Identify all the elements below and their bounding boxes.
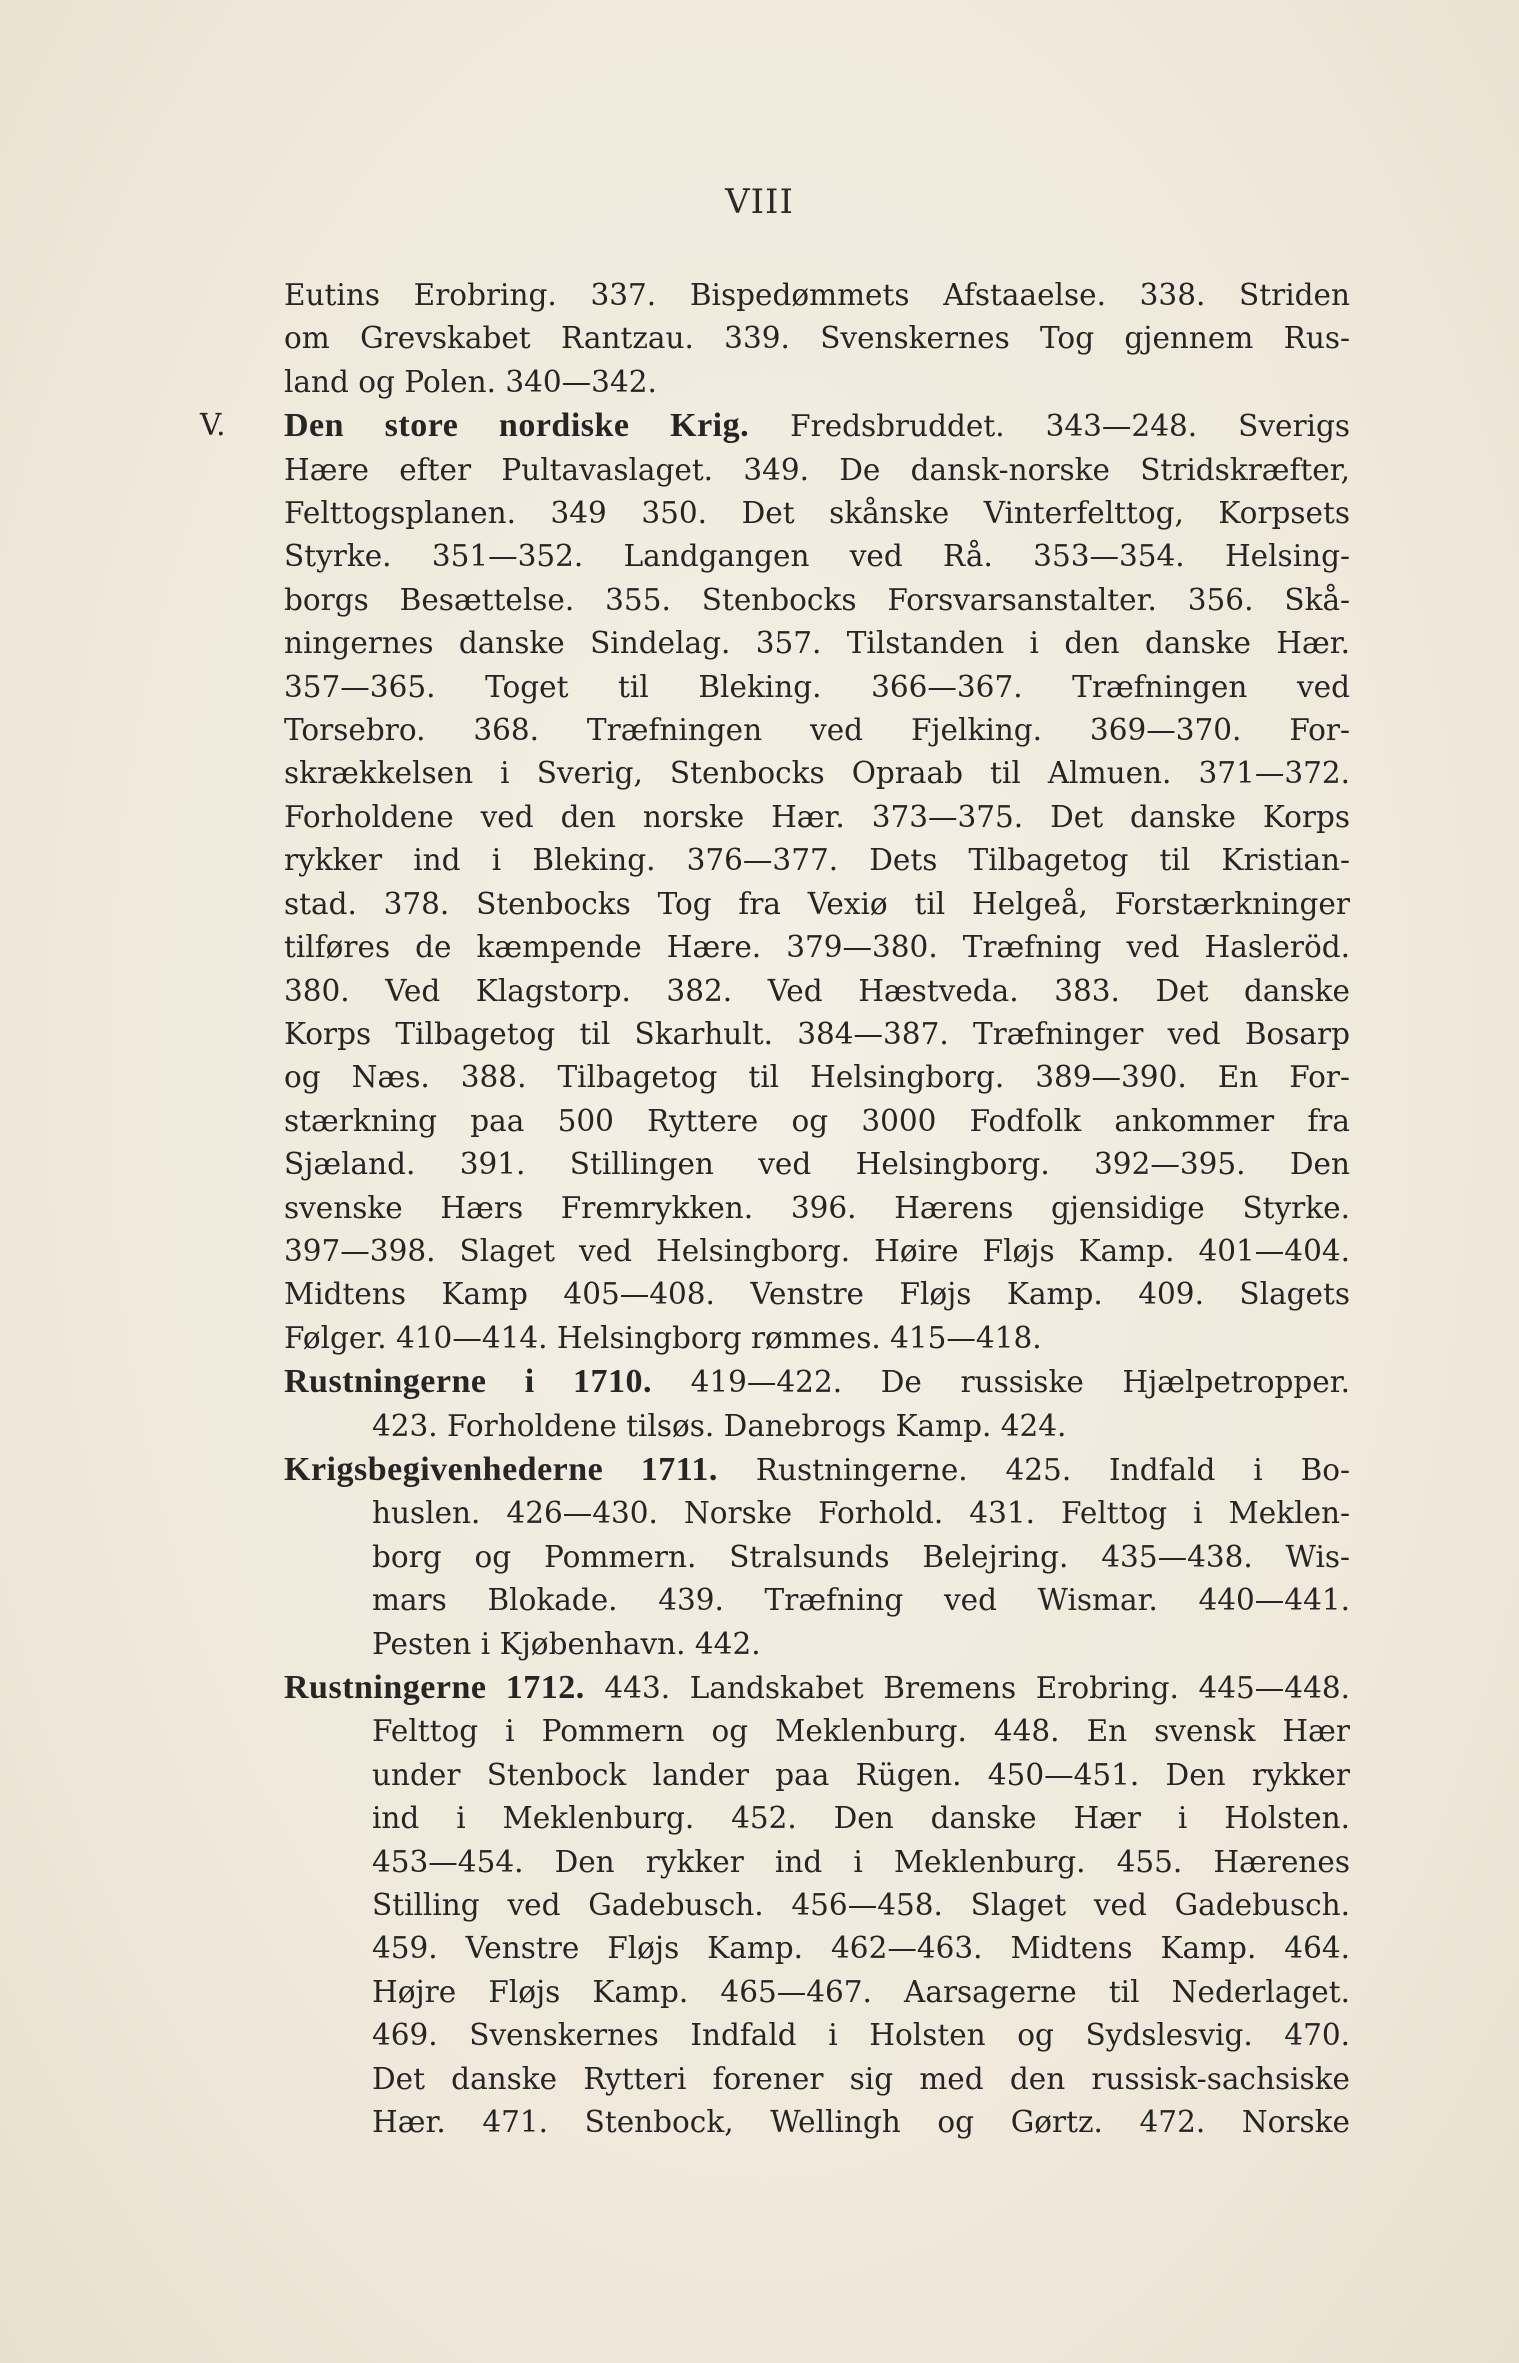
heading-continuation: Rustningerne. 425. Indfald i Bo- <box>717 1452 1350 1487</box>
text-line: mars Blokade. 439. Træfning ved Wismar. 440—441. <box>372 1583 1350 1618</box>
subsection-krigsbegivenhederne-1711 <box>284 1448 1350 1666</box>
text-line <box>284 1360 1350 1404</box>
text-line: land og Polen. 340—342. <box>284 364 657 399</box>
heading-continuation: Fredsbruddet. 343—248. Sverigs <box>749 409 1351 444</box>
subsection-rustningerne-1710 <box>284 1360 1350 1448</box>
text-line: Stilling ved Gadebusch. 456—458. Slaget ved Gadebusch. <box>372 1888 1350 1923</box>
text-line: Midtens Kamp 405—408. Venstre Fløjs Kamp. 409. Slagets <box>284 1277 1350 1312</box>
paragraph-intro <box>284 274 1350 404</box>
text-line <box>284 1448 1350 1492</box>
subsection-heading: Rustningerne i 1710. <box>284 1363 652 1401</box>
section-v <box>200 404 1351 1360</box>
text-line: borgs Besættelse. 355. Stenbocks Forsvarsanstalter. 356. Skå- <box>284 582 1350 617</box>
text-line: 423. Forholdene tilsøs. Danebrogs Kamp. 424. <box>372 1408 1067 1443</box>
text-line: 357—365. Toget til Bleking. 366—367. Træfningen ved <box>284 669 1350 704</box>
text-line: Korps Tilbagetog til Skarhult. 384—387. Træfninger ved Bosarp <box>284 1016 1350 1051</box>
text-line: Styrke. 351—352. Landgangen ved Rå. 353—354. Helsing- <box>284 539 1350 574</box>
text-line: om Grevskabet Rantzau. 339. Svenskernes Tog gjennem Rus- <box>284 321 1350 356</box>
text-line: Følger. 410—414. Helsingborg rømmes. 415—418. <box>284 1320 1042 1355</box>
page-number: VIII <box>725 182 794 222</box>
subsection-heading: Rustningerne 1712. <box>284 1669 585 1706</box>
text-line: huslen. 426—430. Norske Forhold. 431. Felttog i Meklen- <box>372 1496 1350 1531</box>
text-line: under Stenbock lander paa Rügen. 450—451. Den rykker <box>372 1757 1350 1792</box>
text-line: og Næs. 388. Tilbagetog til Helsingborg. 389—390. En For- <box>284 1060 1350 1095</box>
text-line: 453—454. Den rykker ind i Meklenburg. 455. Hærenes <box>372 1844 1350 1879</box>
text-line: 397—398. Slaget ved Helsingborg. Høire Fløjs Kamp. 401—404. <box>284 1233 1350 1268</box>
text-line: ningernes danske Sindelag. 357. Tilstanden i den danske Hær. <box>284 626 1350 661</box>
subsection-rustningerne-1712 <box>284 1666 1350 2144</box>
section-roman-numeral: V. <box>200 408 226 443</box>
text-line: Højre Fløjs Kamp. 465—467. Aarsagerne til Nederlaget. <box>372 1974 1350 2009</box>
text-line: ind i Meklenburg. 452. Den danske Hær i Holsten. <box>372 1801 1350 1836</box>
table-of-contents-text <box>200 274 1351 2144</box>
text-line: 380. Ved Klagstorp. 382. Ved Hæstveda. 383. Det danske <box>284 973 1350 1008</box>
text-line: rykker ind i Bleking. 376—377. Dets Tilbagetog til Kristian- <box>284 843 1350 878</box>
text-line: skrækkelsen i Sverig, Stenbocks Opraab til Almuen. 371—372. <box>284 756 1350 791</box>
text-line: Hær. 471. Stenbock, Wellingh og Gørtz. 472. Norske <box>372 2105 1350 2140</box>
text-line: 469. Svenskernes Indfald i Holsten og Sydslesvig. 470. <box>372 2018 1350 2053</box>
section-heading: Den store nordiske Krig. <box>284 407 750 445</box>
text-line <box>284 404 1350 448</box>
text-line: stad. 378. Stenbocks Tog fra Vexiø til Helgeå, Forstærkninger <box>284 886 1350 921</box>
text-line: Felttog i Pommern og Meklenburg. 448. En svensk Hær <box>372 1714 1350 1749</box>
text-line <box>284 1666 1350 1710</box>
text-line: Sjæland. 391. Stillingen ved Helsingborg. 392—395. Den <box>284 1147 1350 1182</box>
text-line: Eutins Erobring. 337. Bispedømmets Afstaaelse. 338. Striden <box>284 278 1350 312</box>
heading-continuation: 419—422. De russiske Hjælpetropper. <box>651 1365 1350 1400</box>
subsection-heading: Krigsbegivenhederne 1711. <box>284 1450 718 1488</box>
text-line: borg og Pommern. Stralsunds Belejring. 435—438. Wis- <box>372 1539 1350 1574</box>
text-line: stærkning paa 500 Ryttere og 3000 Fodfolk ankommer fra <box>284 1103 1350 1138</box>
text-line: Felttogsplanen. 349 350. Det skånske Vinterfelttog, Korpsets <box>284 496 1350 531</box>
text-line: tilføres de kæmpende Hære. 379—380. Træfning ved Hasleröd. <box>284 930 1350 965</box>
text-line: Torsebro. 368. Træfningen ved Fjelking. 369—370. For- <box>284 713 1350 748</box>
heading-continuation: 443. Landskabet Bremens Erobring. 445—448. <box>584 1671 1350 1705</box>
text-line: Hære efter Pultavaslaget. 349. De dansk-norske Stridskræfter, <box>284 452 1350 487</box>
text-line: Forholdene ved den norske Hær. 373—375. Det danske Korps <box>284 799 1350 834</box>
text-line: Pesten i Kjøbenhavn. 442. <box>372 1626 761 1661</box>
text-line: Det danske Rytteri forener sig med den russisk-sachsiske <box>372 2061 1350 2096</box>
text-line: 459. Venstre Fløjs Kamp. 462—463. Midtens Kamp. 464. <box>372 1931 1350 1966</box>
text-line: svenske Hærs Fremrykken. 396. Hærens gjensidige Styrke. <box>284 1190 1350 1225</box>
